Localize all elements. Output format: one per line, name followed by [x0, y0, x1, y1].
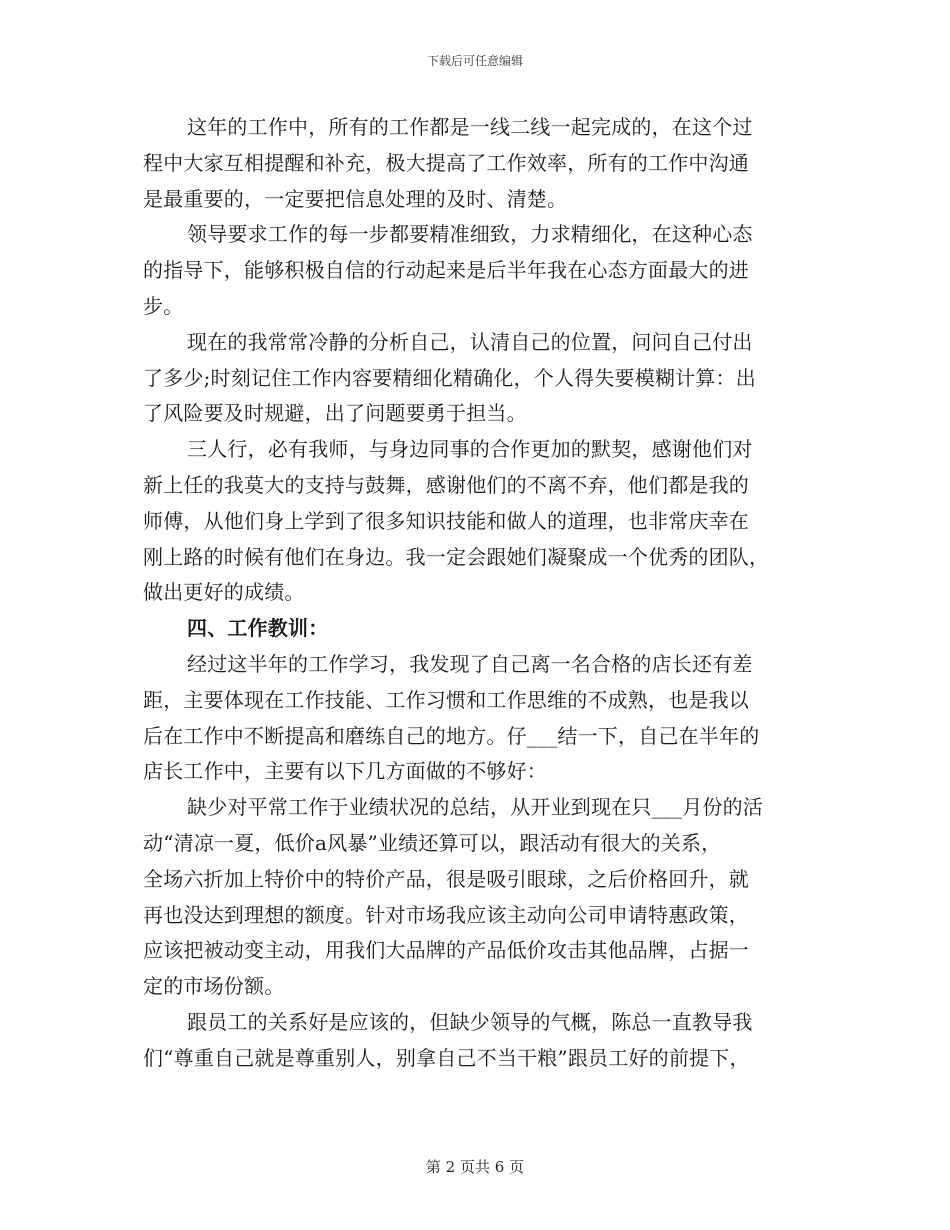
text-line: 做出更好的成绩。 — [143, 580, 305, 605]
text-line: 刚上路的时候有他们在身边。我一定会跟她们凝聚成一个优秀的团队， — [143, 544, 770, 569]
text-line: 后在工作中不断提高和磨练自己的地方。仔___结一下，自己在半年的 — [143, 723, 760, 748]
text-line: 定的市场份额。 — [143, 974, 285, 999]
text-line: 现在的我常常冷静的分析自己，认清自己的位置，问问自己付出 — [187, 329, 753, 354]
text-line: 了多少;时刻记住工作内容要精细化精确化，个人得失要模糊计算：出 — [143, 365, 756, 390]
text-line: 跟员工的关系好是应该的，但缺少领导的气概，陈总一直教导我 — [187, 1009, 753, 1034]
text-line: 步。 — [143, 293, 184, 318]
text-line: 应该把被动变主动，用我们大品牌的产品低价攻击其他品牌，占据一 — [143, 938, 749, 963]
text-line: 领导要求工作的每一步都要精准细致，力求精细化，在这种心态 — [187, 222, 753, 247]
text-line: 缺少对平常工作于业绩状况的总结，从开业到现在只___月份的活 — [187, 795, 763, 820]
text-line: 这年的工作中，所有的工作都是一线二线一起完成的，在这个过 — [187, 115, 753, 139]
text-line: 店长工作中，主要有以下几方面做的不够好： — [143, 759, 547, 784]
text-line: 了风险要及时规避，出了问题要勇于担当。 — [143, 401, 527, 426]
section-heading: 四、工作教训： — [187, 616, 329, 641]
page-header: 下载后可任意编辑 — [426, 54, 523, 68]
text-line: 再也没达到理想的额度。针对市场我应该主动向公司申请特惠政策， — [143, 902, 749, 927]
text-line: 新上任的我莫大的支持与鼓舞，感谢他们的不离不弃，他们都是我的 — [143, 472, 749, 497]
text-line: 全场六折加上特价中的特价产品，很是吸引眼球，之后价格回升，就 — [143, 866, 749, 891]
text-line: 距，主要体现在工作技能、工作习惯和工作思维的不成熟，也是我以 — [143, 687, 749, 712]
text-line: 程中大家互相提醒和补充，极大提高了工作效率，所有的工作中沟通 — [143, 150, 749, 175]
text-line: 动“清凉一夏，低价a风暴”业绩还算可以，跟活动有很大的关系， — [143, 830, 722, 855]
text-line: 的指导下，能够积极自信的行动起来是后半年我在心态方面最大的进 — [143, 258, 749, 283]
page-footer: 第 2 页共 6 页 — [425, 1158, 525, 1176]
text-line: 师傅，从他们身上学到了很多知识技能和做人的道理，也非常庆幸在 — [143, 508, 749, 533]
text-line: 三人行，必有我师，与身边同事的合作更加的默契，感谢他们对 — [187, 437, 753, 462]
document-body — [143, 110, 808, 1077]
text-line: 是最重要的，一定要把信息处理的及时、清楚。 — [143, 186, 568, 211]
text-line: 经过这半年的工作学习，我发现了自己离一名合格的店长还有差 — [187, 651, 753, 676]
text-line: 们“尊重自己就是尊重别人，别拿自己不当干粮”跟员工好的前提下， — [143, 1045, 750, 1070]
